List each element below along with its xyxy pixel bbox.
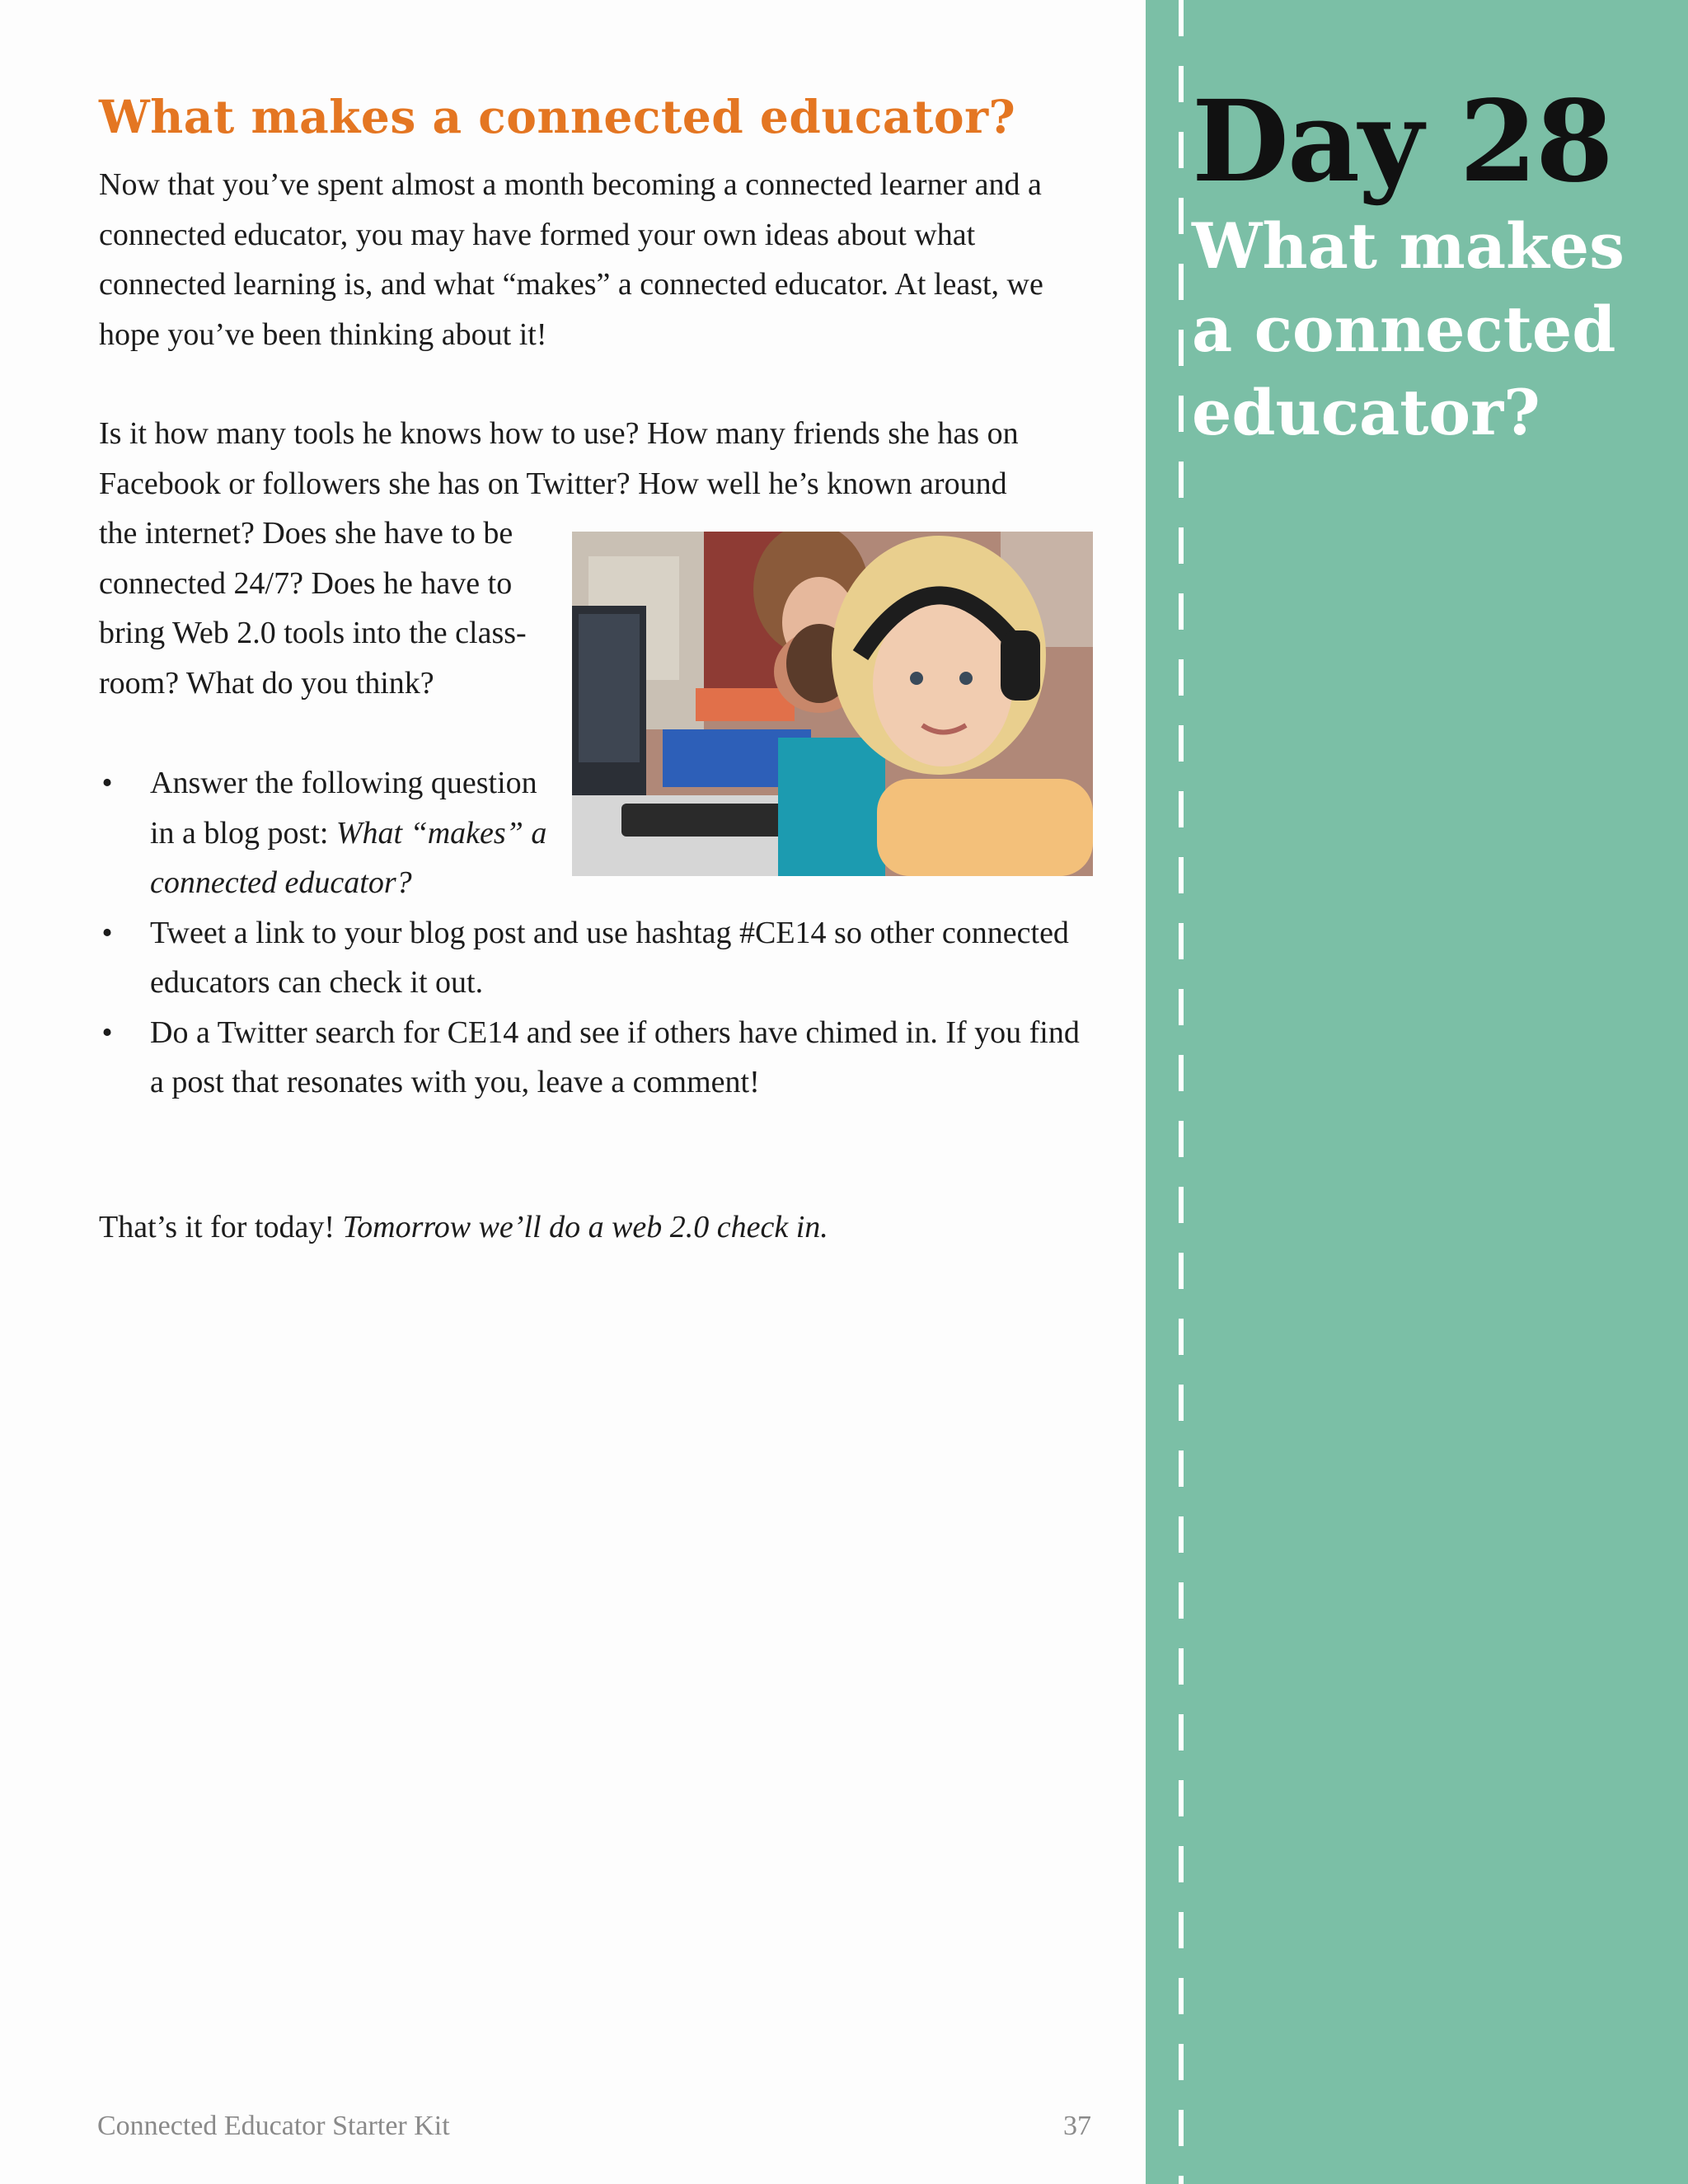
- sidebar-panel: [1146, 0, 1688, 2184]
- task-item: [99, 1008, 1096, 1108]
- sidebar-subtitle: What makes a connected educator?: [1192, 209, 1625, 449]
- task-item: [99, 908, 1096, 1008]
- questions-paragraph: [99, 409, 1096, 509]
- section-heading: What makes a connected educator?: [99, 90, 1016, 143]
- main-content: [99, 0, 1096, 2184]
- closing-text: That’s it for today!: [99, 1210, 343, 1244]
- questions-line-1: Is it how many tools he knows how to use? How many friends she has on: [99, 416, 1019, 451]
- dashed-divider: [1179, 0, 1184, 2184]
- task-text: Answer the following question in a blog post:: [150, 766, 537, 851]
- questions-line-2: Facebook or followers she has on Twitter? How well he’s known around: [99, 466, 1007, 501]
- bullet-icon: •: [101, 915, 113, 950]
- intro-paragraph: Now that you’ve spent almost a month becoming a connected learner and a connected educator, you may have formed your own ideas about what connected learning is, and what “makes” a connected educator. At least, we hope you’ve been thinking about it!: [99, 167, 1043, 352]
- page-number: 37: [1063, 2111, 1091, 2141]
- task-text: Do a Twitter search for CE14 and see if others have chimed in. If you find a post that resonates with you, leave a comment!: [150, 1015, 1080, 1099]
- task-text: Tweet a link to your blog post and use hashtag #CE14 so other connected educators can check it out.: [150, 915, 1069, 1000]
- closing-line: [99, 1202, 828, 1252]
- task-item: [99, 758, 560, 908]
- bullet-icon: •: [101, 766, 113, 800]
- footer-title: Connected Educator Starter Kit: [97, 2111, 450, 2141]
- closing-italic-text: Tomorrow we’ll do a web 2.0 check in.: [342, 1210, 828, 1244]
- task-list: [99, 758, 1096, 1108]
- task-italic-text: What “makes” a connected educator?: [150, 815, 547, 900]
- day-title: Day 28: [1192, 76, 1612, 208]
- questions-paragraph-wrap: the internet? Does she have to be connected 24/7? Does he have to bring Web 2.0 tools into the class-room? What do you think?: [99, 516, 527, 701]
- bullet-icon: •: [101, 1015, 113, 1050]
